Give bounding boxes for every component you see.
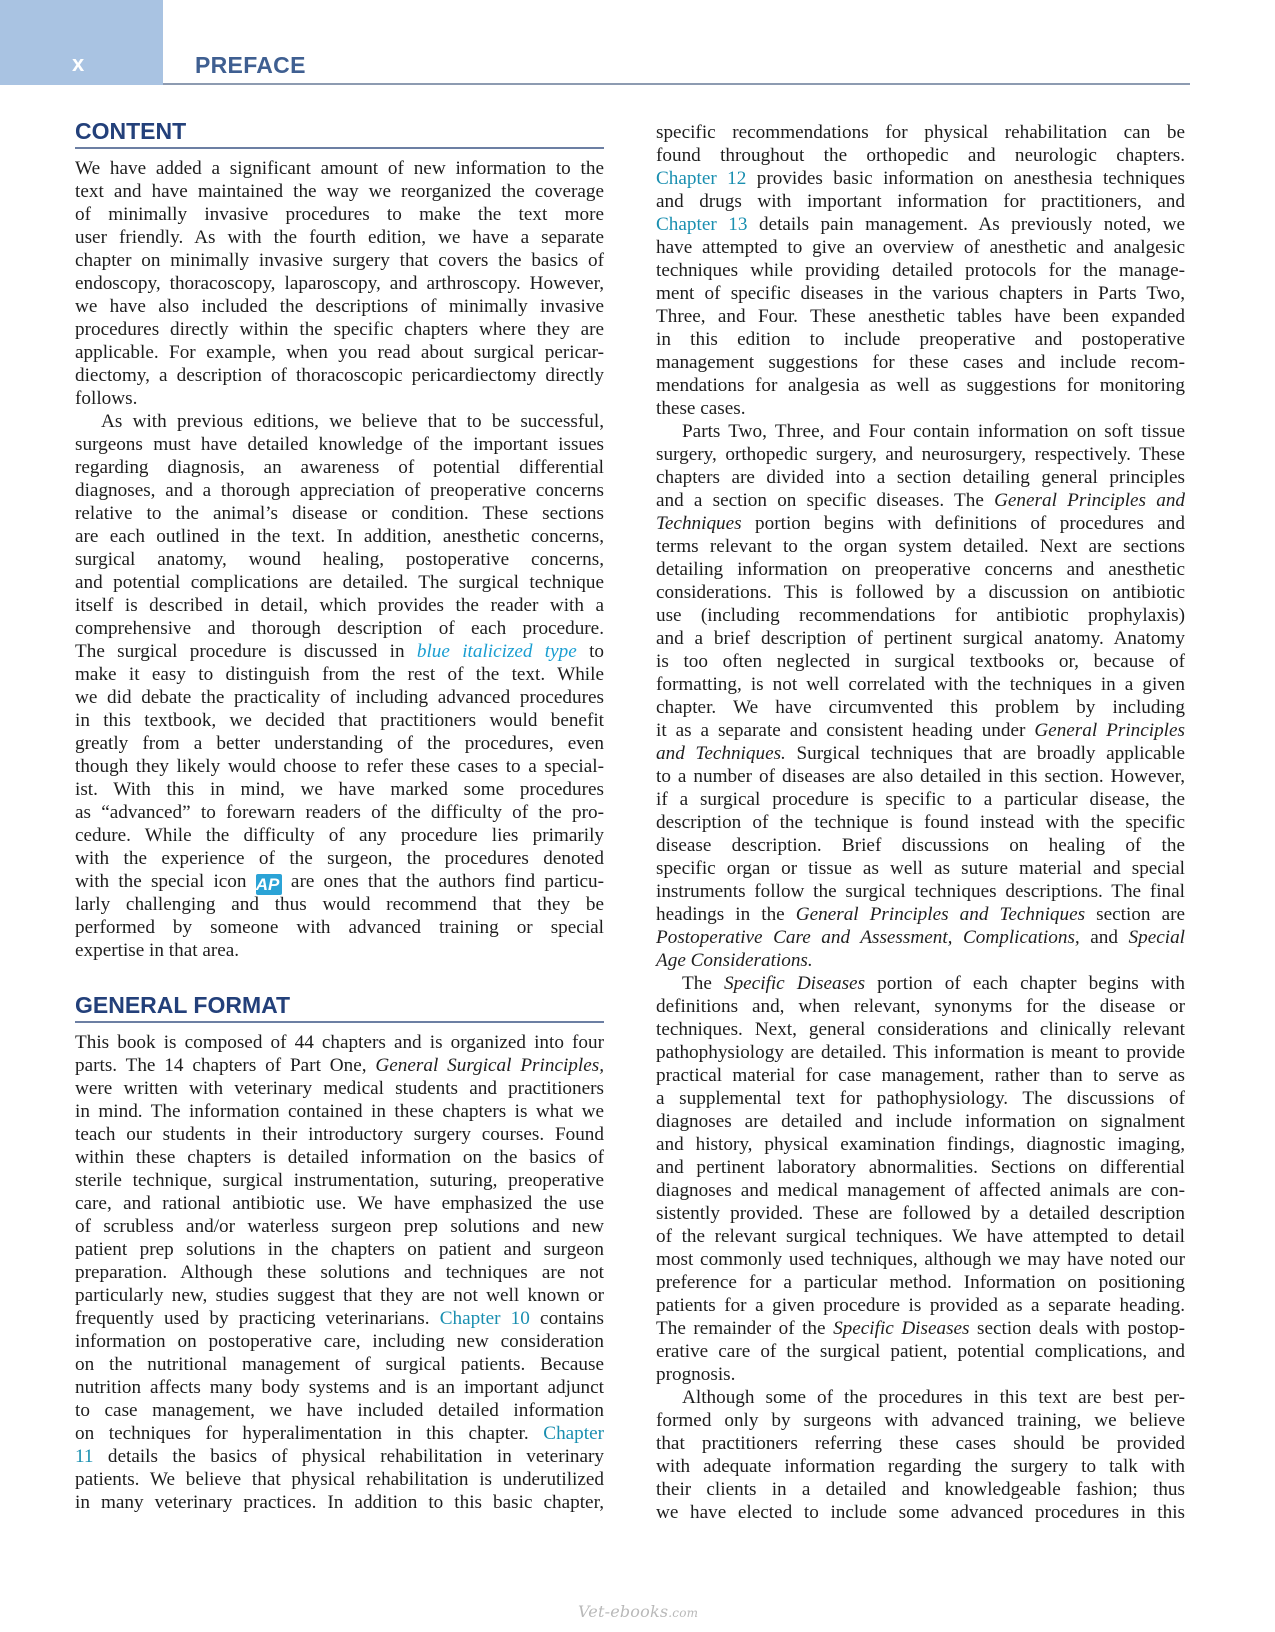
text-line: procedures directly within the specific chapters where they are [75,319,604,340]
italic-term: General Principles [1034,720,1185,741]
text-line: itself is described in detail, which provides the reader with a [75,595,604,616]
text-line: ment of specific diseases in the various chapters in Parts Two, [656,283,1185,304]
section-heading-general-format: GENERAL FORMAT [75,992,604,1023]
text-line: follows. [75,388,138,409]
text-line: formed only by surgeons with advanced training, we believe [656,1410,1185,1431]
text-fragment: are ones that the authors find particu- [290,871,605,892]
italic-term: Age Considerations. [656,950,813,971]
page-number: x [72,51,85,76]
text-line: to a number of diseases are also detailed in this section. However, [656,766,1185,787]
chapter-11-link[interactable]: Chapter [543,1423,605,1444]
text-line: user friendly. As with the fourth edition, we have a separate [75,227,604,248]
text-line: text and have maintained the way we reorganized the coverage [75,181,604,202]
text-line: prognosis. [656,1364,736,1385]
text-line: diagnoses are detailed and include information on signalment [656,1111,1185,1132]
text-line: We have added a significant amount of new information to the [75,158,604,179]
text-line: of scrubless and/or waterless surgeon prep solutions and new [75,1216,604,1237]
text-line: diectomy, a description of thoracoscopic pericardiectomy directly [75,365,604,386]
text-fragment: and [1090,927,1118,948]
text-line: techniques. Next, general considerations and clinically relevant [656,1019,1185,1040]
text-line: a supplemental text for pathophysiology. The discussions of [656,1088,1185,1109]
watermark-domain: .com [668,1606,699,1620]
left-column [75,118,604,1514]
text-line: cedure. While the difficulty of any procedure lies primarily [75,825,604,846]
text-line: patient prep solutions in the chapters on patient and surgeon [75,1239,604,1260]
text-line: within these chapters is detailed information on the basics of [75,1147,604,1168]
italic-term: General Principles and Techniques [795,904,1086,925]
text-fragment: details the basics of physical rehabilitation in veterinary [107,1446,605,1467]
text-line: is too often neglected in surgical textbooks or, because of [656,651,1185,672]
text-line: we have also included the descriptions of minimally invasive [75,296,604,317]
text-line: if a surgical procedure is specific to a particular disease, the [656,789,1185,810]
text-line: diagnoses, and a thorough appreciation of preoperative concerns [75,480,604,501]
text-line: use (including recommendations for antibiotic prophylaxis) [656,605,1185,626]
text-line [75,1445,604,1468]
text-line [656,167,1185,190]
text-line: techniques while providing detailed protocols for the manage- [656,260,1185,281]
text-line [656,512,1185,535]
text-line: with the experience of the surgeon, the procedures denoted [75,848,604,869]
text-line: greatly from a better understanding of the procedures, even [75,733,604,754]
text-line: As with previous editions, we believe that to be successful, [101,411,604,432]
text-line [656,742,1185,765]
text-line: are each outlined in the text. In addition, anesthetic concerns, [75,526,604,547]
text-line: in this textbook, we decided that practitioners would benefit [75,710,604,731]
text-line [656,949,1185,972]
text-line: nutrition affects many body systems and is an important adjunct [75,1377,604,1398]
italic-term: Specific Diseases [723,973,866,994]
text-line: diagnoses and medical management of affected animals are con- [656,1180,1185,1201]
italic-title: General Surgical Principles, [375,1055,604,1076]
text-fragment: parts. The 14 chapters of Part One, [75,1055,367,1076]
advanced-procedure-icon: AP [256,874,282,895]
text-line: relative to the animal’s disease or condition. These sections [75,503,604,524]
text-line: make it easy to distinguish from the rest of the text. While [75,664,604,685]
text-line: definitions and, when relevant, synonyms for the disease or [656,996,1185,1017]
text-line [75,1054,604,1077]
text-line: patients for a given procedure is provided as a separate heading. [656,1295,1185,1316]
text-line: teach our students in their introductory surgery courses. Found [75,1124,604,1145]
text-line: of minimally invasive procedures to make the text more [75,204,604,225]
text-fragment: The remainder of the [656,1318,826,1339]
text-line: chapter. We have circumvented this problem by including [656,697,1185,718]
text-line [75,640,604,663]
text-line: and history, physical examination findings, diagnostic imaging, [656,1134,1185,1155]
right-column [656,121,1185,1524]
text-line: sistently provided. These are followed by a detailed description [656,1203,1185,1224]
text-line: considerations. This is followed by a discussion on antibiotic [656,582,1185,603]
text-line: that practitioners referring these cases should be provided [656,1433,1185,1454]
italic-term: Postoperative Care and Assessment, Complications, [656,927,1080,948]
text-line: these cases. [656,398,746,419]
text-line: surgical anatomy, wound healing, postoperative concerns, [75,549,604,570]
text-line: with adequate information regarding the surgery to talk with [656,1456,1185,1477]
text-line: we did debate the practicality of including advanced procedures [75,687,604,708]
text-line: in mind. The information contained in these chapters is what we [75,1101,604,1122]
chapter-13-link[interactable]: Chapter 13 [656,214,748,235]
text-line: found throughout the orthopedic and neurologic chapters. [656,145,1185,166]
text-line: and a brief description of pertinent surgical anatomy. Anatomy [656,628,1185,649]
chapter-12-link[interactable]: Chapter 12 [656,168,747,189]
text-fragment: on techniques for hyperalimentation in this chapter. [75,1423,529,1444]
text-line: though they likely would choose to refer these cases to a special- [75,756,604,777]
chapter-10-link[interactable]: Chapter 10 [439,1308,530,1329]
text-line: detailing information on preoperative concerns and anesthetic [656,559,1185,580]
text-line: have attempted to give an overview of anesthetic and analgesic [656,237,1185,258]
text-line: management suggestions for these cases and include recom- [656,352,1185,373]
text-line: their clients in a detailed and knowledgeable fashion; thus [656,1479,1185,1500]
text-line: performed by someone with advanced training or special [75,917,604,938]
header-rule [163,83,1190,85]
text-line: expertise in that area. [75,940,240,961]
text-line: regarding diagnosis, an awareness of potential differential [75,457,604,478]
text-line: erative care of the surgical patient, potential complications, and [656,1341,1185,1362]
watermark [578,1602,708,1621]
text-line: pathophysiology are detailed. This information is meant to provide [656,1042,1185,1063]
section-heading-content: CONTENT [75,118,604,149]
content-paragraphs [75,157,604,962]
text-line: practical material for case management, rather than to serve as [656,1065,1185,1086]
text-line: surgery, orthopedic surgery, and neurosurgery, respectively. These [656,444,1185,465]
text-line: formatting, is not well correlated with the techniques in a given [656,674,1185,695]
text-fragment: frequently used by practicing veterinarians. [75,1308,430,1329]
text-fragment: provides basic information on anesthesia techniques [756,168,1185,189]
italic-term: Special [1128,927,1185,948]
text-line: and potential complications are detailed. The surgical technique [75,572,604,593]
text-line: comprehensive and thorough description of each procedure. [75,618,604,639]
text-line: on the nutritional management of surgical patients. Because [75,1354,604,1375]
text-line: information on postoperative care, including new consideration [75,1331,604,1352]
text-fragment: portion of each chapter begins with [877,973,1186,994]
running-title: PREFACE [195,52,306,78]
text-fragment: to [589,641,604,662]
watermark-text: Vet-ebooks [578,1602,669,1621]
text-fragment: section are [1096,904,1186,925]
text-line: disease description. Brief discussions on healing of the [656,835,1185,856]
text-line: applicable. For example, when you read about surgical pericar- [75,342,604,363]
text-line: endoscopy, thoracoscopy, laparoscopy, and arthroscopy. However, [75,273,604,294]
text-line [656,1317,1185,1340]
text-line: and pertinent laboratory abnormalities. Sections on differential [656,1157,1185,1178]
text-line: patients. We believe that physical rehabilitation is underutilized [75,1469,604,1490]
text-line: care, and rational antibiotic use. We have emphasized the use [75,1193,604,1214]
text-line [656,903,1185,926]
text-line: most commonly used techniques, although we may have noted our [656,1249,1185,1270]
text-fragment: The surgical procedure is discussed in [75,641,405,662]
italic-term: Specific Diseases [833,1318,970,1339]
text-line [656,926,1185,949]
text-line: specific recommendations for physical rehabilitation can be [656,122,1185,143]
text-line: surgeons must have detailed knowledge of the important issues [75,434,604,455]
text-line: Although some of the procedures in this text are best per- [682,1387,1185,1408]
text-line: and drugs with important information for practitioners, and [656,191,1185,212]
text-line: we have elected to include some advanced procedures in this [656,1502,1185,1523]
text-fragment: headings in the [656,904,785,925]
text-line: chapters are divided into a section detailing general principles [656,467,1185,488]
text-line: preference for a particular method. Information on positioning [656,1272,1185,1293]
italic-term: General Principles and [994,490,1186,511]
italic-term: and Techniques. [656,743,786,764]
text-fragment: and a section on specific diseases. The [656,490,984,511]
text-line: specific organ or tissue as well as suture material and special [656,858,1185,879]
text-line: description of the technique is found instead with the specific [656,812,1185,833]
chapter-11-link-number[interactable]: 11 [75,1446,94,1467]
text-line: mendations for analgesia as well as suggestions for monitoring [656,375,1185,396]
text-line [75,870,604,893]
text-line: as “advanced” to forewarn readers of the difficulty of the pro- [75,802,604,823]
text-line: ist. With this in mind, we have marked some procedures [75,779,604,800]
text-line [75,1422,604,1445]
text-line: chapter on minimally invasive surgery that covers the basics of [75,250,604,271]
text-line: sterile technique, surgical instrumentation, suturing, preoperative [75,1170,604,1191]
text-line [656,213,1185,236]
text-line: larly challenging and thus would recommend that they be [75,894,604,915]
text-line: terms relevant to the organ system detailed. Next are sections [656,536,1185,557]
text-fragment: Surgical techniques that are broadly applicable [796,743,1185,764]
text-fragment: details pain management. As previously noted, we [758,214,1185,235]
text-line: to case management, we have included detailed information [75,1400,604,1421]
blue-italic-sample: blue italicized type [416,641,577,662]
text-fragment: contains [540,1308,604,1329]
text-line [656,489,1185,512]
text-line: of the relevant surgical techniques. We have attempted to detail [656,1226,1185,1247]
text-line: instruments follow the surgical techniques descriptions. The final [656,881,1185,902]
text-line: This book is composed of 44 chapters and is organized into four [75,1032,604,1053]
text-line: Three, and Four. These anesthetic tables have been expanded [656,306,1185,327]
text-line: in many veterinary practices. In addition to this basic chapter, [75,1492,604,1513]
text-line: in this edition to include preoperative and postoperative [656,329,1185,350]
text-line: particularly new, studies suggest that they are not well known or [75,1285,604,1306]
italic-term: Techniques [656,513,742,534]
general-format-paragraphs [75,1031,604,1514]
text-line [75,1307,604,1330]
text-line [656,972,1185,995]
text-fragment: it as a separate and consistent heading under [656,720,1026,741]
text-fragment: The [682,973,712,994]
text-fragment: section deals with postop- [977,1318,1186,1339]
text-line: preparation. Although these solutions and techniques are not [75,1262,604,1283]
text-fragment: portion begins with definitions of procedures and [755,513,1185,534]
text-line: were written with veterinary medical students and practitioners [75,1078,604,1099]
text-fragment: with the special icon [75,871,247,892]
text-line: Parts Two, Three, and Four contain information on soft tissue [682,421,1185,442]
text-line [656,719,1185,742]
